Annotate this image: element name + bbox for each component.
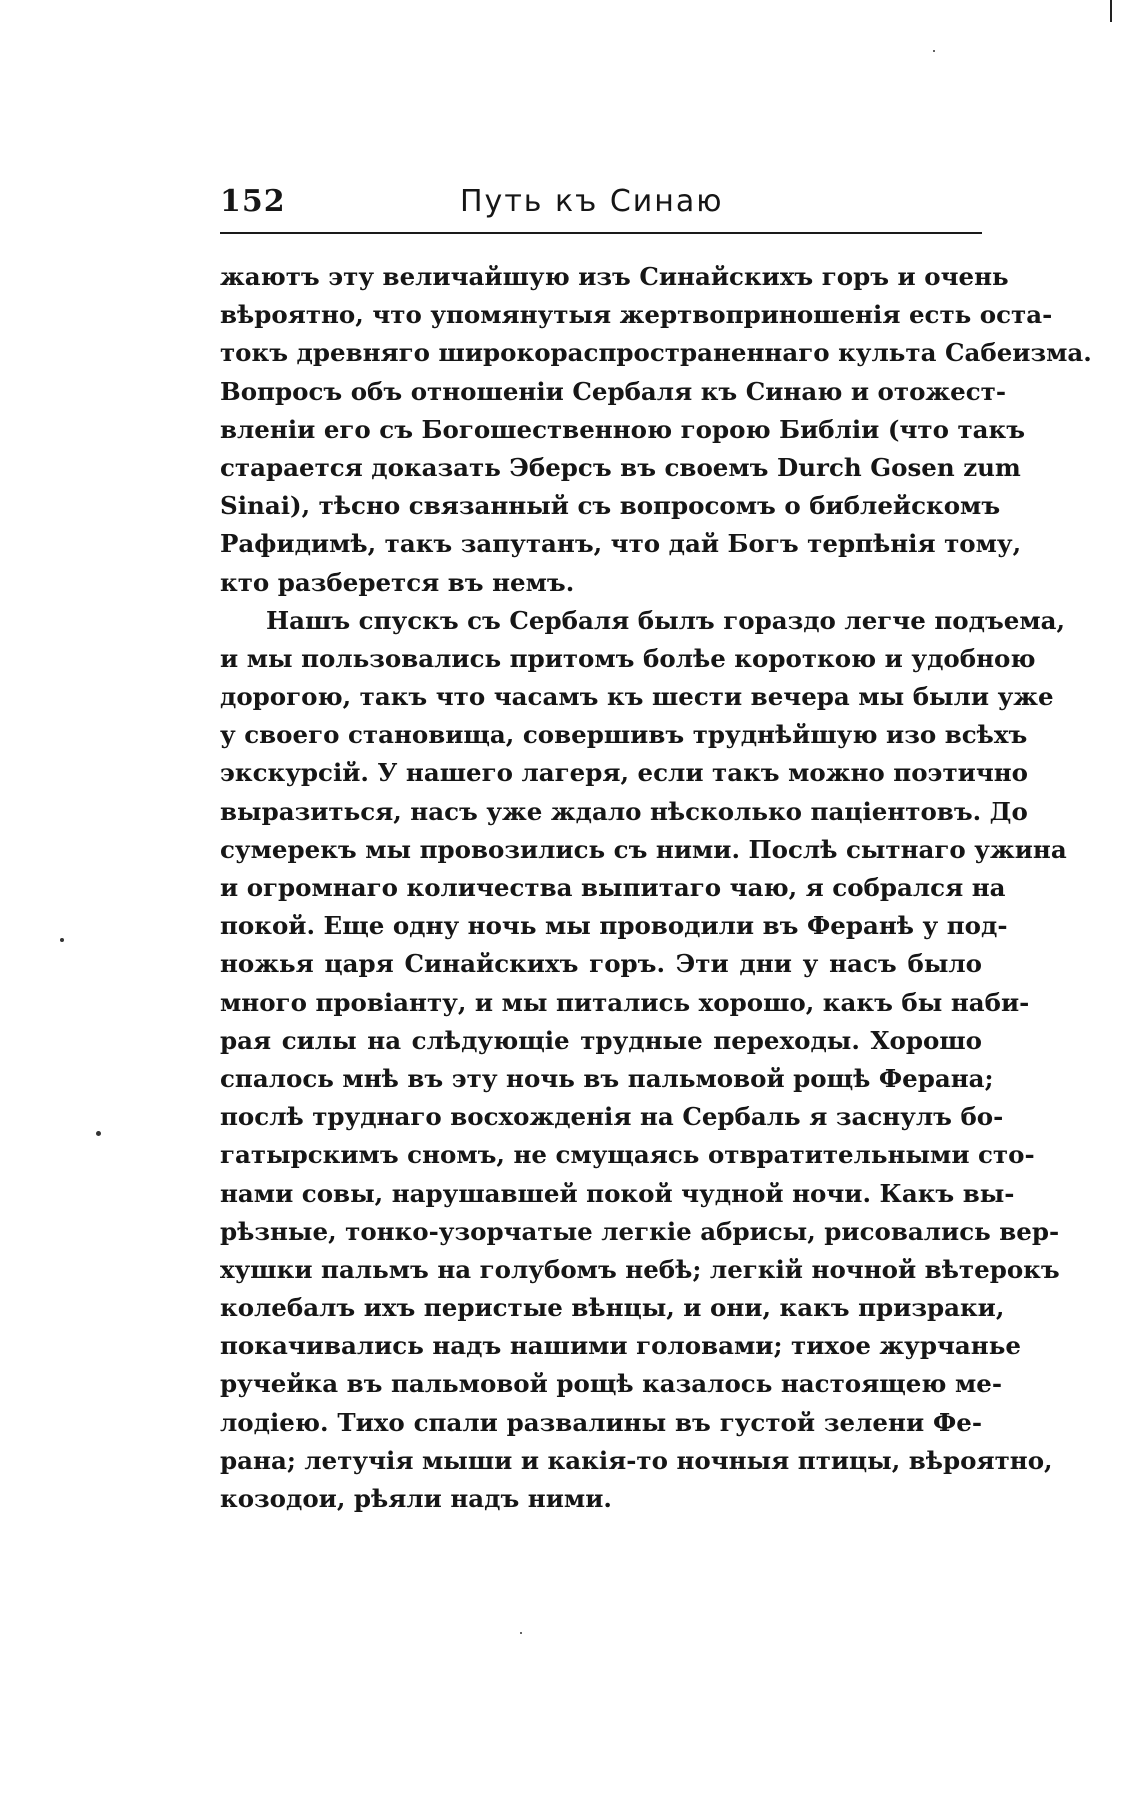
scan-speck (520, 1632, 522, 1634)
text-line: Вопросъ объ отношеніи Сербаля къ Синаю и отожест- (220, 376, 1006, 406)
text-line: послѣ труднаго восхожденія на Сербаль я заснулъ бо- (220, 1102, 1004, 1132)
text-line: сумерекъ мы провозились съ ними. Послѣ сытнаго ужина (220, 834, 1067, 864)
text-line: много провіанту, и мы питались хорошо, какъ бы наби- (220, 987, 1030, 1017)
text-line: покачивались надъ нашими головами; тихое журчанье (220, 1331, 1021, 1361)
text-line: козодои, рѣяли надъ ними. (220, 1484, 612, 1513)
page-header (220, 180, 982, 230)
text-line: нами совы, нарушавшей покой чудной ночи. Какъ вы- (220, 1178, 1015, 1208)
text-line: лодіею. Тихо спали развалины въ густой зелени Фе- (220, 1407, 982, 1437)
text-line: у своего становища, совершивъ труднѣйшую изо всѣхъ (220, 720, 1028, 750)
text-line: рѣзные, тонко-узорчатые легкіе абрисы, рисовались вер- (220, 1216, 1060, 1246)
text-line: колебалъ ихъ перистые вѣнцы, и они, какъ призраки, (220, 1293, 1005, 1323)
text-line: жаютъ эту величайшую изъ Синайскихъ горъ и очень (220, 262, 1009, 291)
text-line: рая силы на слѣдующіе трудные переходы. Хорошо (220, 1025, 982, 1055)
text-line: рана; летучія мыши и какія-то ночныя птицы, вѣроятно, (220, 1445, 1053, 1475)
text-line: хушки пальмъ на голубомъ небѣ; легкій ночной вѣтерокъ (220, 1254, 1060, 1284)
text-line: вѣроятно, что упомянутыя жертвоприношенія есть оста- (220, 300, 1053, 330)
text-line: Рафидимѣ, такъ запутанъ, что дай Богъ терпѣнія тому, (220, 529, 1022, 559)
text-line: старается доказать Эберсъ въ своемъ Durch Gosen zum (220, 452, 1021, 482)
text-line: и мы пользовались притомъ болѣе короткою и удобною (220, 643, 1036, 673)
text-line: Нашъ спускъ съ Сербаля былъ гораздо легче подъема, (266, 605, 1066, 635)
scan-speck (60, 938, 64, 942)
body-text (220, 258, 1092, 1518)
text-line: спалось мнѣ въ эту ночь въ пальмовой рощѣ Ферана; (220, 1063, 994, 1093)
text-line: выразиться, насъ уже ждало нѣсколько паціентовъ. До (220, 796, 1028, 826)
text-line: дорогою, такъ что часамъ къ шести вечера мы были уже (220, 682, 1054, 712)
text-line: токъ древняго широкораспространеннаго культа Сабеизма. (220, 338, 1092, 368)
text-line: вленіи его съ Богошественною горою Библіи (что такъ (220, 414, 1025, 444)
page-edge-mark (1110, 0, 1112, 22)
scan-speck (96, 1131, 101, 1136)
text-line: ручейка въ пальмовой рощѣ казалось настоящею ме- (220, 1369, 1002, 1399)
text-line: экскурсій. У нашего лагеря, если такъ можно поэтично (220, 758, 1029, 788)
scan-speck (933, 50, 935, 52)
text-line: покой. Еще одну ночь мы проводили въ Феранѣ у под- (220, 911, 1008, 941)
text-line: Sinai), тѣсно связанный съ вопросомъ о библейскомъ (220, 491, 1001, 521)
text-line: и огромнаго количества выпитаго чаю, я собрался на (220, 873, 1006, 902)
running-title: Путь къ Синаю (460, 184, 724, 219)
text-line: гатырскимъ сномъ, не смущаясь отвратительными сто- (220, 1140, 1035, 1170)
header-rule (220, 232, 982, 234)
text-line: ножья царя Синайскихъ горъ. Эти дни у насъ было (220, 949, 982, 979)
text-line: кто разберется въ немъ. (220, 567, 575, 597)
page-number: 152 (220, 184, 286, 219)
